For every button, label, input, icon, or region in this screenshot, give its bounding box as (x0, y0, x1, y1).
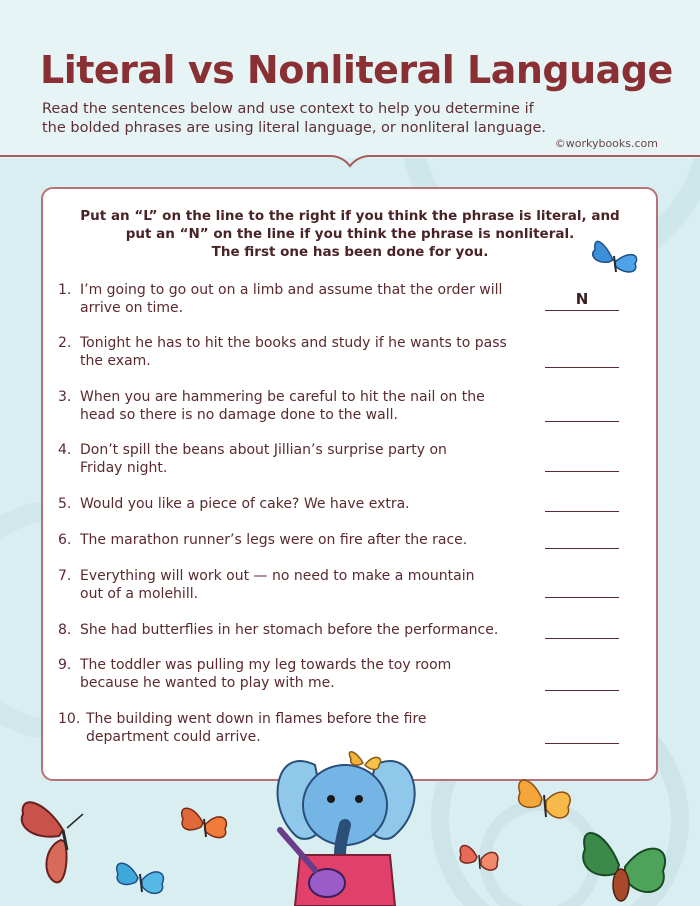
instructions-line-3: The first one has been done for you. (211, 244, 489, 260)
answer-line-5[interactable] (545, 491, 619, 512)
question-text-continued: Friday night. (80, 460, 168, 476)
question-8 (58, 621, 538, 639)
answer-line-8[interactable] (545, 618, 619, 639)
question-7 (58, 567, 538, 603)
question-text: When you are hammering be careful to hit the nail on the (80, 389, 485, 405)
question-number: 1. (58, 282, 72, 298)
answer-line-6[interactable] (545, 528, 619, 549)
answer-line-10[interactable] (545, 723, 619, 744)
instructions-line-2: put an “N” on the line if you think the phrase is nonliteral. (125, 226, 575, 242)
question-number: 6. (58, 532, 72, 548)
instructions-line-1: Put an “L” on the line to the right if you think the phrase is literal, and (80, 208, 620, 224)
question-6 (58, 531, 538, 549)
page-title: Literal vs Nonliteral Language (40, 48, 673, 92)
question-text-continued: head so there is no damage done to the wall. (80, 407, 398, 423)
question-3 (58, 388, 538, 424)
question-number: 4. (58, 442, 72, 458)
butterfly-icon (175, 795, 235, 851)
question-text: The toddler was pulling my leg towards the toy room (80, 657, 452, 673)
butterfly-icon (110, 848, 170, 906)
question-1 (58, 281, 538, 317)
butterfly-icon (15, 790, 105, 890)
answer-line-4[interactable] (545, 451, 619, 472)
butterfly-icon (510, 765, 580, 835)
header-divider (0, 150, 700, 174)
question-text: She had butterflies in her stomach before the performance. (80, 622, 499, 638)
question-text: The marathon runner’s legs were on fire after the race. (80, 532, 468, 548)
question-number: 8. (58, 622, 72, 638)
butterfly-icon (455, 835, 503, 881)
question-text-continued: department could arrive. (86, 729, 261, 745)
question-9 (58, 656, 538, 692)
question-text: Don’t spill the beans about Jillian’s surprise party on (80, 442, 447, 458)
question-4 (58, 441, 538, 477)
answer-line-2[interactable] (545, 347, 619, 368)
answer-line-1[interactable]: N (545, 290, 619, 311)
question-text: The building went down in flames before the fire (86, 711, 427, 727)
question-text-continued: because he wanted to play with me. (80, 675, 335, 691)
answer-line-7[interactable] (545, 577, 619, 598)
instructions (60, 207, 640, 261)
question-text: Tonight he has to hit the books and study if he wants to pass (80, 335, 507, 351)
question-text-continued: the exam. (80, 353, 151, 369)
subtitle-line-2: the bolded phrases are using literal language, or nonliteral language. (42, 120, 546, 136)
question-number: 9. (58, 657, 72, 673)
question-text-continued: out of a molehill. (80, 586, 199, 602)
question-number: 10. (58, 711, 81, 727)
question-number: 3. (58, 389, 72, 405)
answer-line-3[interactable] (545, 401, 619, 422)
question-5 (58, 495, 538, 513)
page-subtitle (42, 100, 602, 138)
question-number: 7. (58, 568, 72, 584)
question-text: Would you like a piece of cake? We have extra. (80, 496, 410, 512)
question-text: I’m going to go out on a limb and assume that the order will (80, 282, 503, 298)
copyright-text: ©workybooks.com (554, 137, 658, 150)
question-text: Everything will work out — no need to make a mountain (80, 568, 475, 584)
question-number: 2. (58, 335, 72, 351)
butterfly-icon (575, 815, 675, 906)
elephant-illustration (245, 735, 445, 906)
question-number: 5. (58, 496, 72, 512)
butterfly-icon (585, 232, 643, 286)
question-2 (58, 334, 538, 370)
answer-line-9[interactable] (545, 670, 619, 691)
subtitle-line-1: Read the sentences below and use context to help you determine if (42, 101, 534, 117)
question-text-continued: arrive on time. (80, 300, 184, 316)
